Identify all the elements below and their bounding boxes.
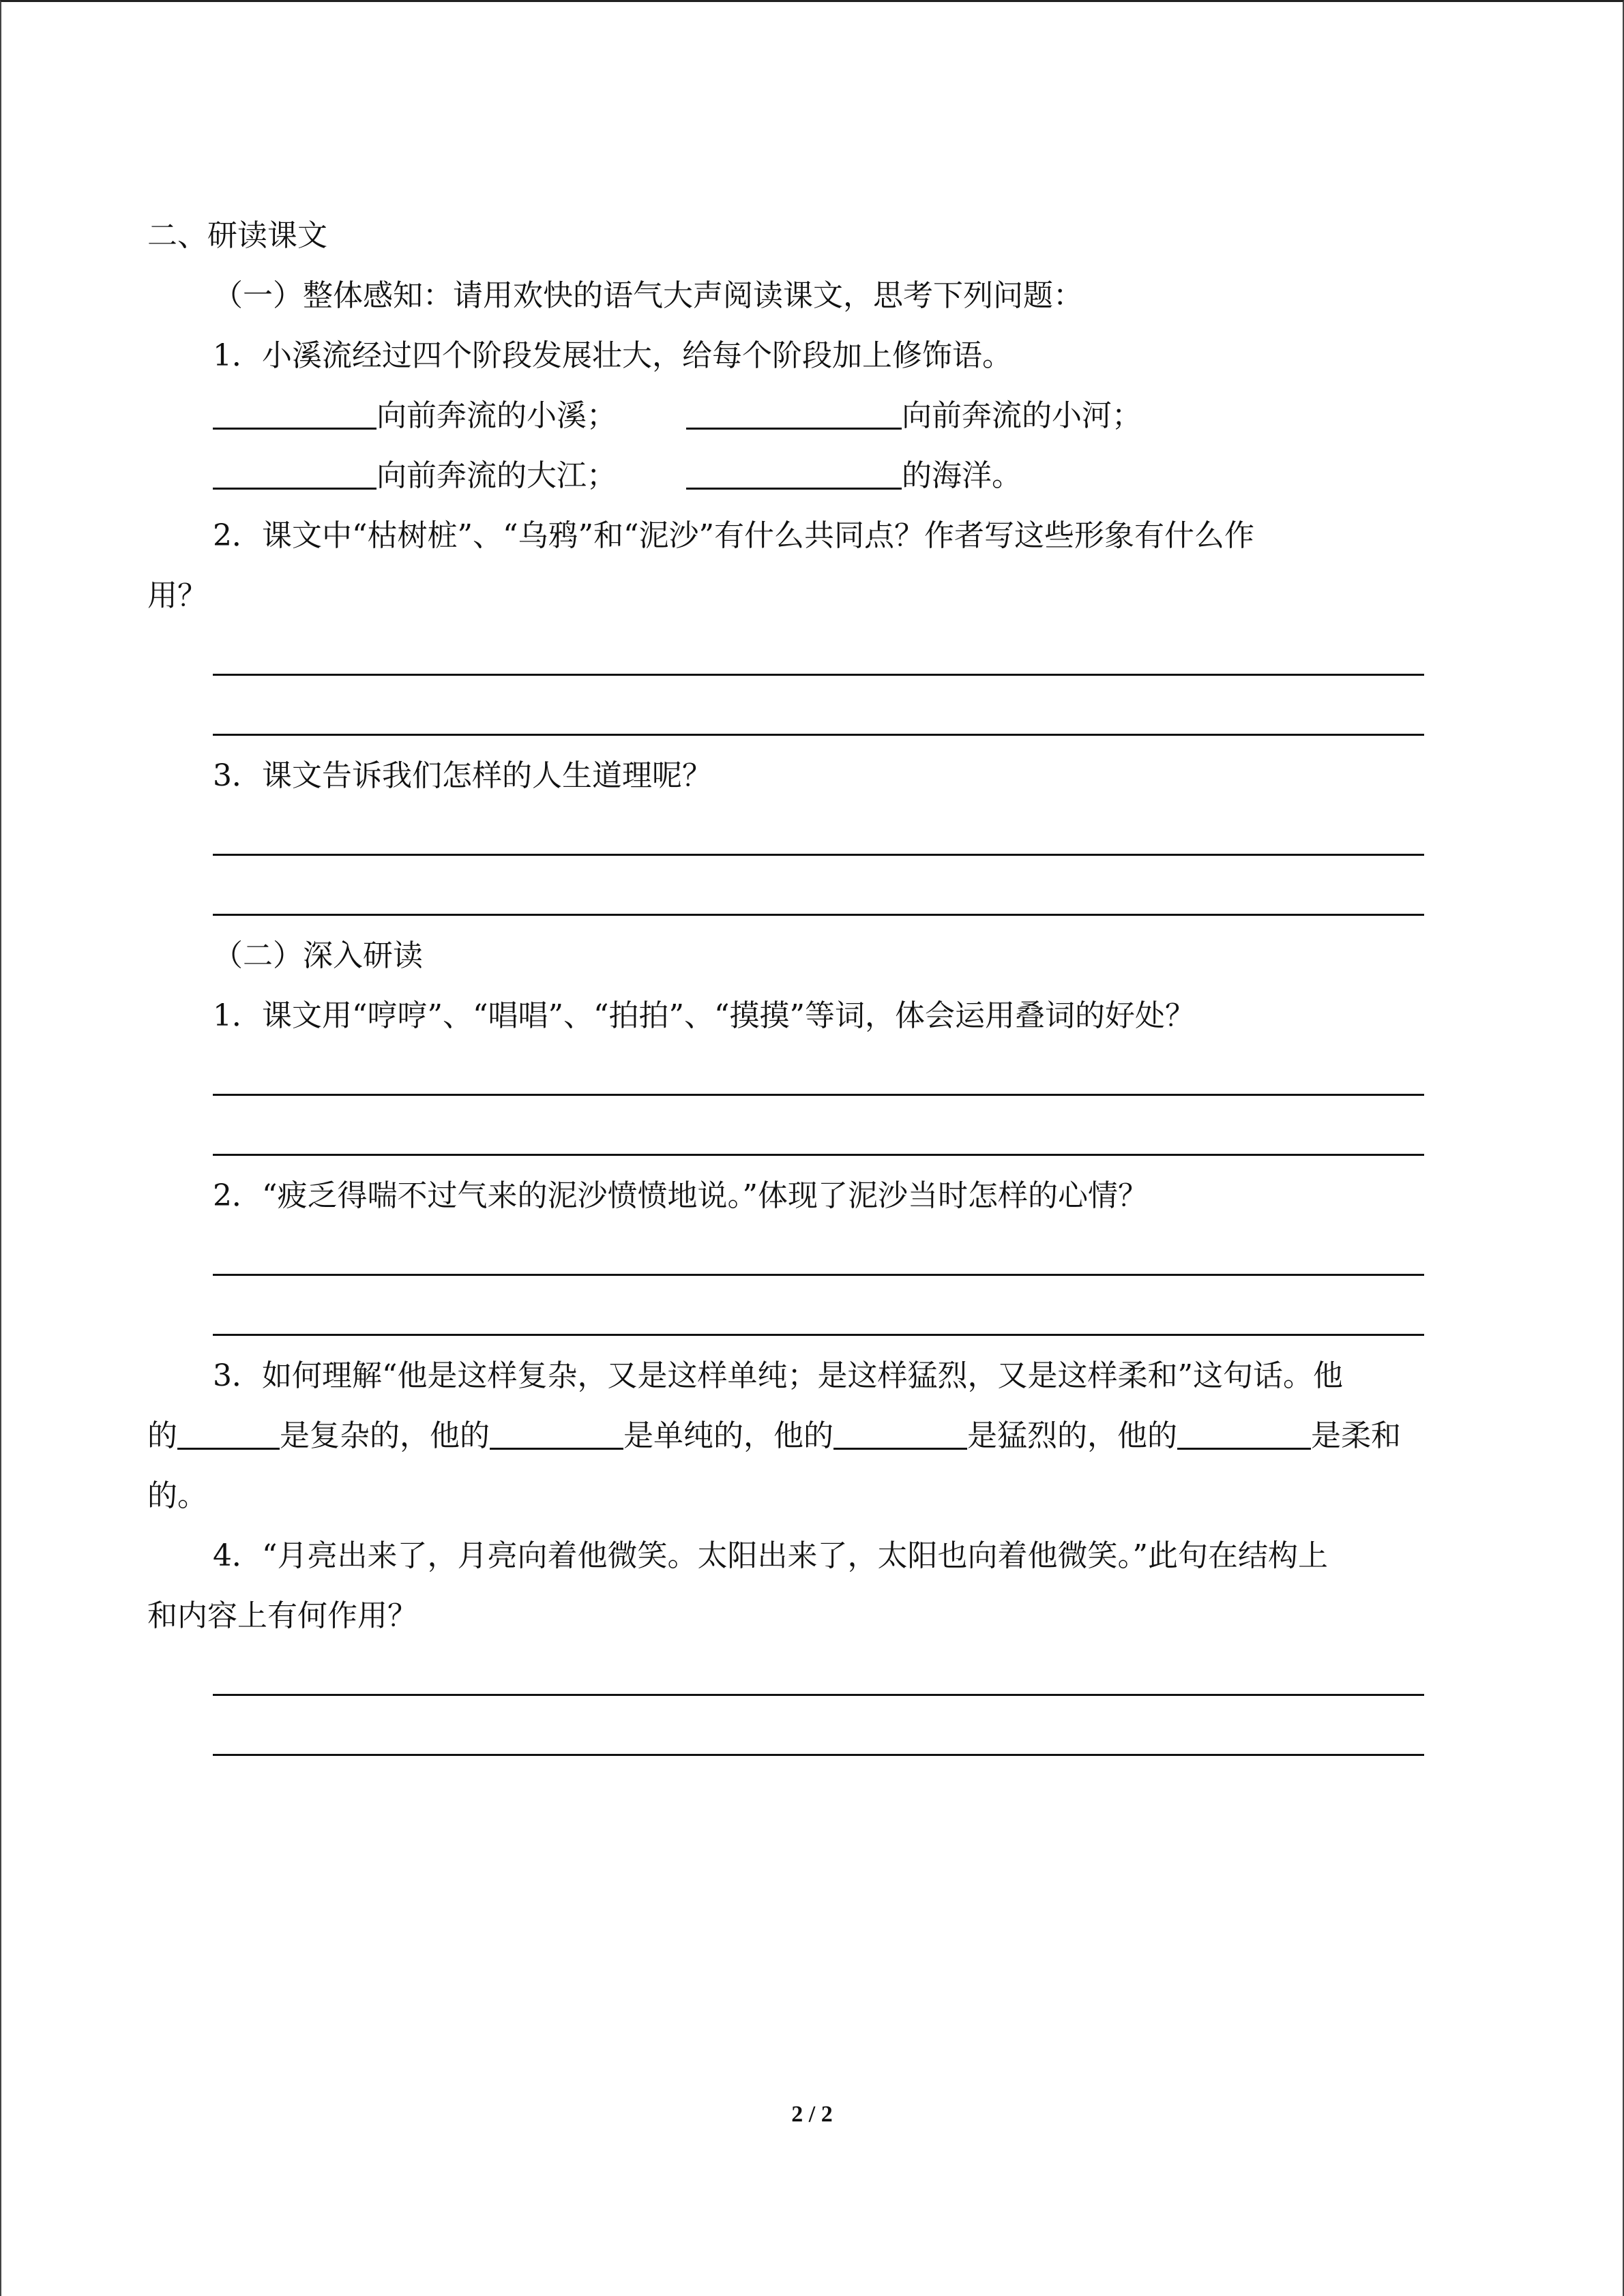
- fill-label-4: 的海洋。: [902, 458, 1022, 493]
- fill-blank-2[interactable]: [686, 398, 902, 430]
- fill-blank-4[interactable]: [686, 458, 902, 490]
- part2-q3-line3: 的。: [147, 1478, 207, 1513]
- part2-q2-text: 2．“疲乏得喘不过气来的泥沙愤愤地说。”体现了泥沙当时怎样的心情？: [213, 1178, 1148, 1213]
- part2-q4-line2: 和内容上有何作用？: [147, 1598, 417, 1633]
- answer-line[interactable]: [213, 1754, 1424, 1756]
- part2-q1-text: 1．课文用“哼哼”、“唱唱”、“拍拍”、“摸摸”等词，体会运用叠词的好处？: [213, 998, 1195, 1033]
- part1-q2-line1: 2．课文中“枯树桩”、“乌鸦”和“泥沙”有什么共同点？作者写这些形象有什么作: [213, 518, 1254, 553]
- q3-seg-4: 是猛烈的，他的: [967, 1418, 1177, 1453]
- part1-q1-fill-row2: [213, 456, 617, 496]
- answer-line[interactable]: [213, 1274, 1424, 1276]
- fill-blank-3[interactable]: [213, 458, 377, 490]
- part1-q1-fill-row2b: [686, 456, 1022, 496]
- part1-q1-fill-row1b: [686, 396, 1142, 436]
- answer-line[interactable]: [213, 1334, 1424, 1336]
- part1-heading: （一）整体感知：请用欢快的语气大声阅读课文，思考下列问题：: [213, 278, 1083, 313]
- q3-seg-5: 是柔和: [1311, 1418, 1401, 1453]
- part1-q3-text: 3．课文告诉我们怎样的人生道理呢？: [213, 758, 712, 793]
- answer-line[interactable]: [213, 1154, 1424, 1156]
- fill-blank-1[interactable]: [213, 398, 377, 430]
- fill-label-2: 向前奔流的小河；: [902, 398, 1142, 433]
- answer-line[interactable]: [213, 674, 1424, 676]
- part2-q4-line1: 4．“月亮出来了，月亮向着他微笑。太阳出来了，太阳也向着他微笑。”此句在结构上: [213, 1538, 1328, 1573]
- fill-label-3: 向前奔流的大江；: [377, 458, 617, 493]
- page-number: 2 / 2: [791, 2102, 833, 2127]
- fill-blank-6[interactable]: [490, 1418, 623, 1450]
- answer-line[interactable]: [213, 1694, 1424, 1696]
- part1-q1-fill-row1: [213, 396, 617, 436]
- q3-seg-1: 的: [147, 1418, 177, 1453]
- part1-q1-text: 1．小溪流经过四个阶段发展壮大，给每个阶段加上修饰语。: [213, 338, 1012, 373]
- part1-q2-line2: 用？: [147, 578, 207, 613]
- q3-seg-2: 是复杂的，他的: [280, 1418, 490, 1453]
- part2-heading: （二）深入研读: [213, 938, 423, 973]
- fill-label-1: 向前奔流的小溪；: [377, 398, 617, 433]
- answer-line[interactable]: [213, 734, 1424, 736]
- answer-line[interactable]: [213, 854, 1424, 856]
- answer-line[interactable]: [213, 1094, 1424, 1096]
- answer-line[interactable]: [213, 914, 1424, 916]
- fill-blank-8[interactable]: [1177, 1418, 1311, 1450]
- fill-blank-7[interactable]: [833, 1418, 967, 1450]
- section-title: 二、研读课文: [147, 218, 327, 253]
- q3-seg-3: 是单纯的，他的: [623, 1418, 833, 1453]
- part2-q3-line1: 3．如何理解“他是这样复杂，又是这样单纯；是这样猛烈，又是这样柔和”这句话。他: [213, 1358, 1343, 1393]
- part2-q3-line2: [147, 1416, 1401, 1457]
- fill-blank-5[interactable]: [177, 1418, 280, 1450]
